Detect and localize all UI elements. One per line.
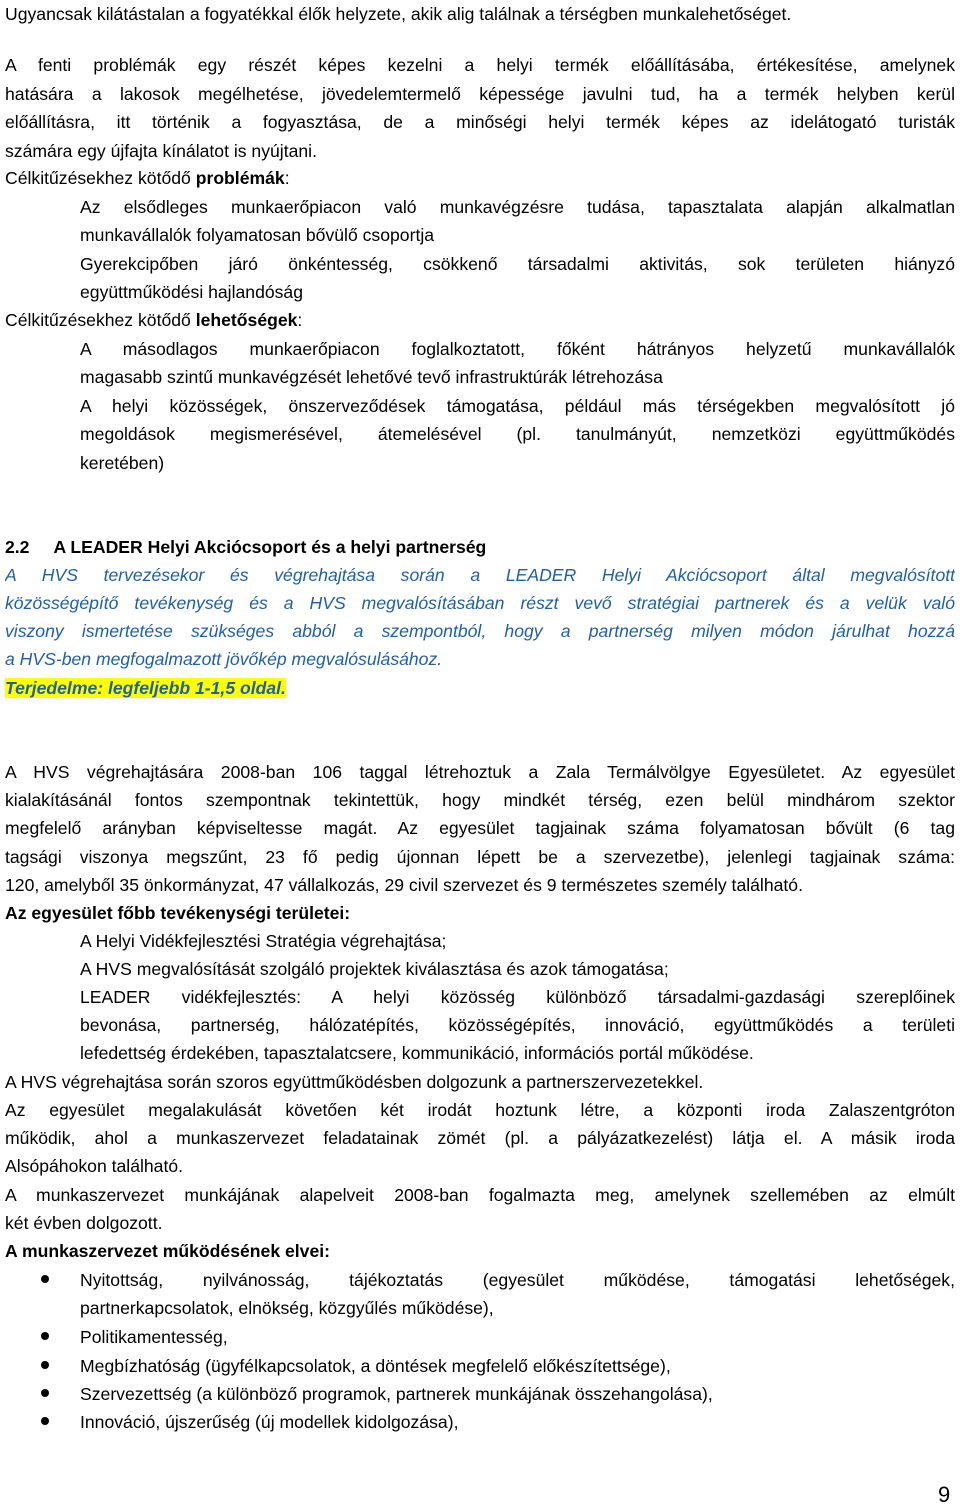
list-item-text: bevonása, partnerség, hálózatépítés, közösségépítés, innováció, együttműködés a területi [80, 1015, 955, 1035]
list-item-text: Megbízhatóság (ügyfélkapcsolatok, a döntések megfelelő előkészítettsége), [80, 1356, 671, 1376]
bullet-marker [41, 1275, 49, 1283]
highlighted-limit: Terjedelme: legfeljebb 1-1,5 oldal. [5, 678, 286, 698]
body-line: megfelelő arányban képviseltesse magát. Az egyesület tagjainak száma folyamatosan bővült (6 tag [5, 818, 955, 838]
list-item-text: partnerkapcsolatok, elnökség, közgyűlés működése), [80, 1298, 494, 1318]
list-item-text: megoldások megismerésével, átemelésével (pl. tanulmányút, nemzetközi együttműködés [80, 424, 955, 444]
section-number: 2.2 [5, 537, 30, 557]
list-item-text: LEADER vidékfejlesztés: A helyi közösség különböző társadalmi-gazdasági szereplőinek [80, 987, 955, 1007]
activities-heading: Az egyesület főbb tevékenységi területei: [5, 903, 351, 923]
list-item-text: A helyi közösségek, önszerveződések támogatása, például más térségekben megvalósított jó [80, 396, 955, 416]
intro-line: A fenti problémák egy részét képes kezelni a helyi termék előállításába, értékesítése, amelynek [5, 55, 955, 75]
body-line: A HVS végrehajtása során szoros együttműködésben dolgozunk a partnerszervezetekkel. [5, 1072, 704, 1092]
body-line: működik, ahol a munkaszervezet feladatainak zömét (pl. a pályázatkezelést) látja el. A másik iroda [5, 1128, 955, 1148]
bullet-marker [41, 1361, 49, 1369]
opportunities-heading: Célkitűzésekhez kötődő lehetőségek: [5, 310, 303, 330]
principles-heading: A munkaszervezet működésének elvei: [5, 1241, 330, 1261]
bullet-marker [41, 1332, 49, 1340]
bullet-marker [41, 1417, 49, 1425]
body-line: tagsági viszonya megszűnt, 23 fő pedig újonnan lépett be a szervezetbe), jelenlegi tagjainak száma: [5, 847, 955, 867]
intro-line: számára egy újfajta kínálatot is nyújtani. [5, 141, 317, 161]
list-item-text: Az elsődleges munkaerőpiacon való munkavégzésre tudása, tapasztalata alapján alkalmatlan [80, 197, 955, 217]
intro-paragraph-0: Ugyancsak kilátástalan a fogyatékkal élők helyzete, akik alig találnak a térségben munkalehetőséget. [5, 4, 792, 24]
list-item-text: Innováció, újszerűség (új modellek kidolgozása), [80, 1412, 459, 1432]
body-line: két évben dolgozott. [5, 1213, 163, 1233]
body-line: 120, amelyből 35 önkormányzat, 47 vállalkozás, 29 civil szervezet és 9 természetes személy található. [5, 875, 803, 895]
intro-line: előállításra, itt történik a fogyasztása, de a minőségi helyi termék képes az idelátogató turisták [5, 112, 955, 132]
body-line: A munkaszervezet munkájának alapelveit 2008-ban fogalmazta meg, amelynek szellemében az elmúlt [5, 1185, 955, 1205]
instruction-line: a HVS-ben megfogalmazott jövőkép megvalósulásához. [5, 649, 443, 669]
list-item-text: A másodlagos munkaerőpiacon foglalkoztatott, főként hátrányos helyzetű munkavállalók [80, 339, 955, 359]
list-item-text: keretében) [80, 453, 165, 473]
body-line: Az egyesület megalakulását követően két irodát hoztunk létre, a központi iroda Zalaszentgróton [5, 1100, 955, 1120]
list-item-text: A Helyi Vidékfejlesztési Stratégia végrehajtása; [80, 931, 447, 951]
list-item-text: A HVS megvalósítását szolgáló projektek kiválasztása és azok támogatása; [80, 959, 669, 979]
list-item-text: együttműködési hajlandóság [80, 282, 304, 302]
list-item-text: Szervezettség (a különböző programok, partnerek munkájának összehangolása), [80, 1384, 713, 1404]
bullet-marker [41, 1389, 49, 1397]
list-item-text: Politikamentesség, [80, 1327, 228, 1347]
list-item-text: munkavállalók folyamatosan bővülő csoportja [80, 225, 435, 245]
problems-heading: Célkitűzésekhez kötődő problémák: [5, 168, 290, 188]
section-heading [5, 533, 955, 561]
body-line: kialakításánál fontos szempontnak tekintettük, hogy mindkét térség, ezen belül mindhárom szektor [5, 790, 955, 810]
list-item-text: Nyitottság, nyilvánosság, tájékoztatás (egyesület működése, támogatási lehetőségek, [80, 1270, 955, 1290]
list-item-text: lefedettség érdekében, tapasztalatcsere, kommunikáció, információs portál működése. [80, 1043, 754, 1063]
section-title: A LEADER Helyi Akciócsoport és a helyi partnerség [53, 537, 487, 557]
instruction-line: A HVS tervezésekor és végrehajtása során a LEADER Helyi Akciócsoport által megvalósított [5, 565, 955, 585]
body-line: A HVS végrehajtására 2008-ban 106 taggal létrehoztuk a Zala Termálvölgye Egyesületet. Az egyesület [5, 762, 955, 782]
page-number: 9 [938, 1482, 951, 1507]
intro-line: hatására a lakosok megélhetése, jövedelemtermelő képessége javulni tud, ha a termék helyben kerül [5, 84, 955, 104]
list-item-text: magasabb szintű munkavégzését lehetővé tevő infrastruktúrák létrehozása [80, 367, 663, 387]
list-item-text: Gyerekcipőben járó önkéntesség, csökkenő társadalmi aktivitás, sok területen hiányzó [80, 254, 955, 274]
instruction-line: közösségépítő tevékenység és a HVS megvalósításában részt vevő stratégiai partnerek és a velük való [5, 593, 955, 613]
instruction-line: viszony ismertetése szükséges abból a szempontból, hogy a partnerség milyen módon járulhat hozzá [5, 621, 955, 641]
body-line: Alsópáhokon található. [5, 1156, 184, 1176]
length-limit [5, 674, 955, 702]
